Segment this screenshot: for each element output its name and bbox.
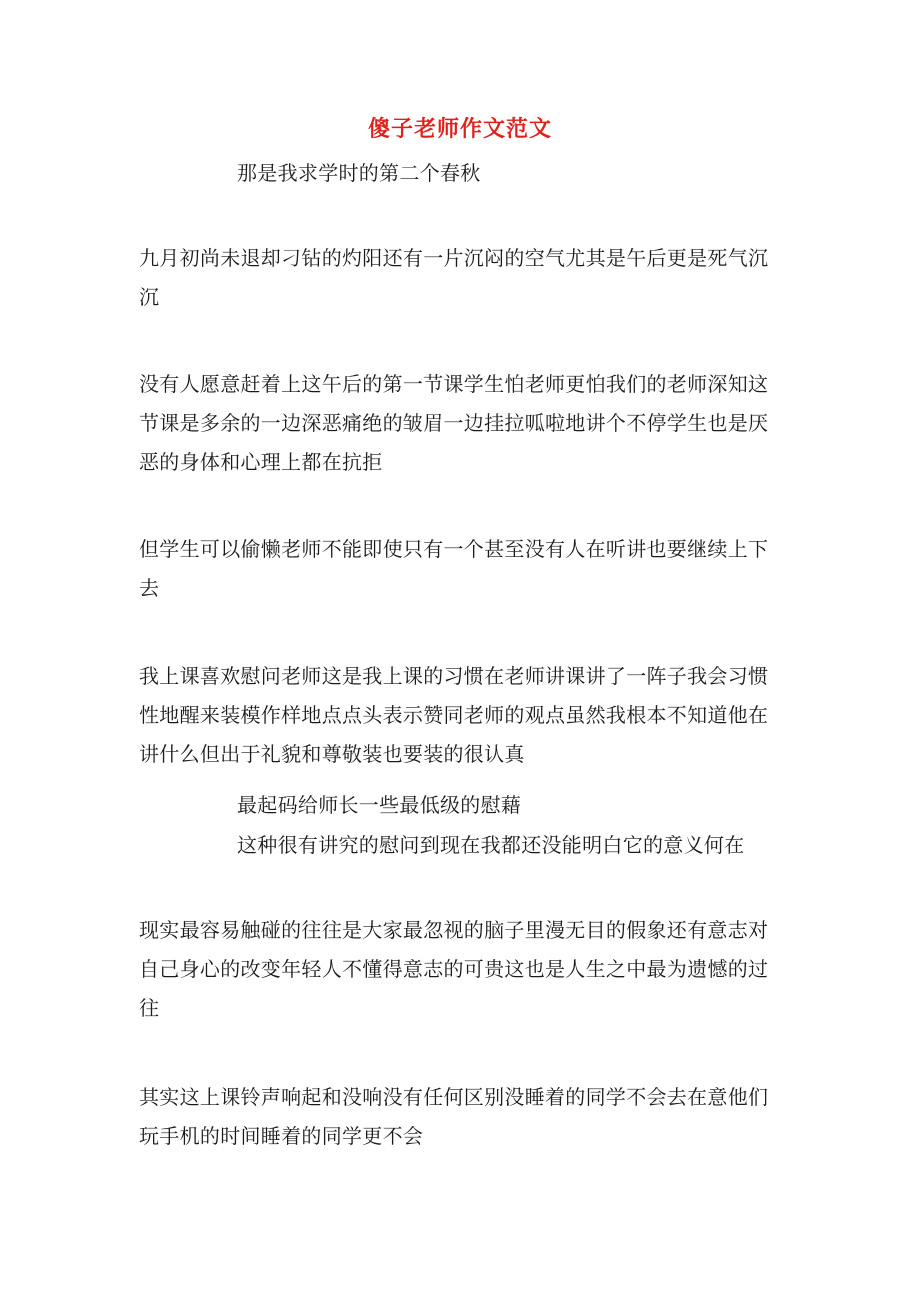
paragraph-8: 现实最容易触碰的往往是大家最忽视的脑子里漫无目的假象还有意志对自己身心的改变年轻人不懂得意志的可贵这也是人生之中最为遗憾的过往 xyxy=(139,918,769,1020)
paragraph-4: 但学生可以偷懒老师不能即使只有一个甚至没有人在听讲也要继续上下去 xyxy=(139,537,769,600)
paragraph-6: 最起码给师长一些最低级的慰藉 xyxy=(237,793,522,817)
document-title: 傻子老师作文范文 xyxy=(367,116,552,142)
paragraph-9: 其实这上课铃声响起和没响没有任何区别没睡着的同学不会去在意他们玩手机的时间睡着的同学更不会 xyxy=(139,1085,769,1148)
paragraph-3: 没有人愿意赶着上这午后的第一节课学生怕老师更怕我们的老师深知这节课是多余的一边深恶痛绝的皱眉一边挂拉呱啦地讲个不停学生也是厌恶的身体和心理上都在抗拒 xyxy=(139,372,769,474)
paragraph-7: 这种很有讲究的慰问到现在我都还没能明白它的意义何在 xyxy=(237,833,745,857)
paragraph-2: 九月初尚未退却刁钻的灼阳还有一片沉闷的空气尤其是午后更是死气沉沉 xyxy=(139,246,769,309)
paragraph-5: 我上课喜欢慰问老师这是我上课的习惯在老师讲课讲了一阵子我会习惯性地醒来装模作样地点点头表示赞同老师的观点虽然我根本不知道他在讲什么但出于礼貌和尊敬装也要装的很认真 xyxy=(139,664,769,766)
paragraph-1: 那是我求学时的第二个春秋 xyxy=(237,161,481,185)
